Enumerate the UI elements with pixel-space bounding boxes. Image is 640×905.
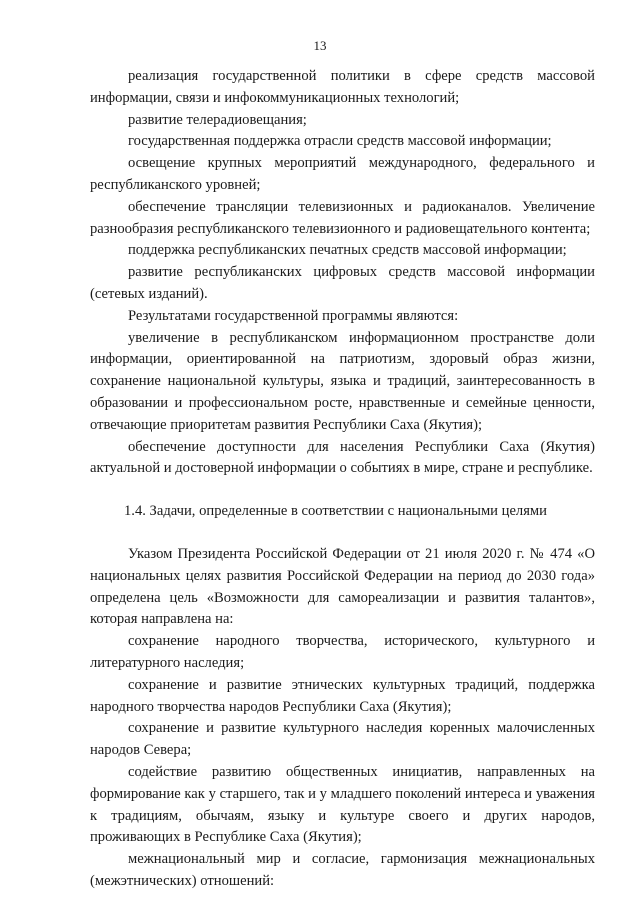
paragraph: реализация государственной политики в сфере средств массовой информации, связи и инфокоммуникационных технологий; (90, 68, 595, 106)
paragraph: Указом Президента Российской Федерации от 21 июля 2020 г. № 474 «О национальных целях развития Российской Федерации на период до 2030 года» определена цель «Возможности для самореализации и развития талантов», которая направлена на: (90, 545, 595, 628)
paragraph: государственная поддержка отрасли средств массовой информации; (128, 133, 552, 150)
paragraph: развитие республиканских цифровых средств массовой информации (сетевых изданий). (90, 264, 595, 302)
paragraph: поддержка республиканских печатных средств массовой информации; (128, 242, 567, 259)
paragraph: содействие развитию общественных инициатив, направленных на формирование как у старшего, так и у младшего поколений интереса и уважения к традициям, обычаям, языку и культуре своего и других народов, проживающих в Республике Саха (Якутия); (90, 763, 595, 846)
section-heading: 1.4. Задачи, определенные в соответствии с национальными целями (124, 503, 547, 520)
paragraph: сохранение и развитие этнических культурных традиций, поддержка народного творчества народов Республики Саха (Якутия); (90, 676, 595, 715)
paragraph: межнациональный мир и согласие, гармонизация межнациональных (межэтнических) отношений: (90, 851, 595, 889)
paragraph: обеспечение трансляции телевизионных и радиоканалов. Увеличение разнообразия республиканского телевизионного и радиовещательного контента; (90, 198, 595, 237)
paragraph: сохранение и развитие культурного наследия коренных малочисленных народов Севера; (90, 720, 595, 759)
paragraph: увеличение в республиканском информационном пространстве доли информации, ориентированной на патриотизм, здоровый образ жизни, сохранение национальной культуры, языка и традиций, заинтересованность в образовании и профессиональном росте, нравственные и семейные ценности, отвечающие приоритетам развития Республики Саха (Якутия); (90, 329, 595, 433)
paragraph: освещение крупных мероприятий международного, федерального и республиканского уровней; (90, 155, 595, 193)
paragraph: сохранение народного творчества, исторического, культурного и литературного наследия; (90, 633, 595, 671)
document-body (90, 66, 595, 893)
paragraph: развитие телерадиовещания; (128, 111, 307, 128)
paragraph: Результатами государственной программы являются: (128, 307, 459, 324)
page-number: 13 (313, 38, 327, 53)
paragraph: обеспечение доступности для населения Республики Саха (Якутия) актуальной и достоверной информации о событиях в мире, стране и республике. (90, 438, 595, 477)
